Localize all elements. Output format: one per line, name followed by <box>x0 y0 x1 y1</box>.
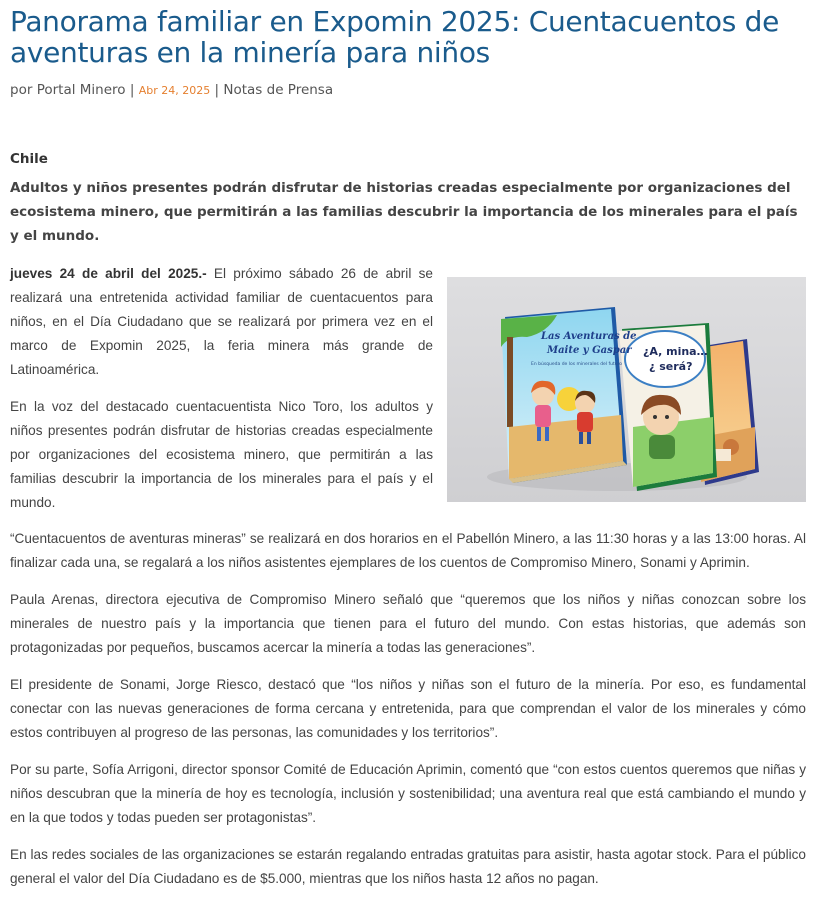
dateline: jueves 24 de abril del 2025.- <box>10 266 207 281</box>
paragraph-7: En las redes sociales de las organizaciones se estarán regalando entradas gratuitas para asistir, hasta agotar stock. Para el público general el valor del Día Ciudadano es de $5.000, mientras que los niños hasta 12 años no pagan. <box>10 847 806 886</box>
author-link[interactable]: Portal Minero <box>36 82 126 98</box>
bubble-line-1: ¿A, mina… <box>643 345 708 358</box>
book-2 <box>619 323 717 491</box>
meta-separator: | <box>129 82 135 98</box>
article-location: Chile <box>10 151 48 167</box>
books-image <box>447 277 806 502</box>
paragraph-1-text: El próximo sábado 26 de abril se realizará una entretenida actividad familiar de cuentacuentos para niños, en el Día Ciudadano que se realizará por primera vez en el marco de Expomin 2025, la feria minera más grande de Latinoamérica. <box>10 266 433 377</box>
paragraph-2: En la voz del destacado cuentacuentista Nico Toro, los adultos y niños presentes podrán disfrutar de historias creadas especialmente por organizaciones del ecosistema minero, que permitirán a las familias descubrir la importancia de los minerales para el país y el mundo. <box>10 399 433 510</box>
article-title: Panorama familiar en Expomin 2025: Cuentacuentos de aventuras en la minería para niños <box>10 5 780 69</box>
bubble-line-2: ¿ será? <box>649 360 693 373</box>
intro-block <box>10 262 806 514</box>
book-1 <box>501 307 637 483</box>
book-subtitle: En búsqueda de los minerales del futuro <box>531 362 623 367</box>
paragraph-3: “Cuentacuentos de aventuras mineras” se realizará en dos horarios en el Pabellón Minero, a las 11:30 horas y a las 13:00 horas. Al finalizar cada una, se regalará a los niños asistentes ejemplares de los cuentos de Compromiso Minero, Sonami y Aprimin. <box>10 531 806 570</box>
category-link[interactable]: Notas de Prensa <box>223 82 334 98</box>
paragraph-4: Paula Arenas, directora ejecutiva de Compromiso Minero señaló que “queremos que los niños y niñas conozcan sobre los minerales de nuestro país y la importancia que tienen para el futuro del mundo. Con estas historias, que además son protagonizadas por pequeños, buscamos acercar la minería a todas las generaciones”. <box>10 592 806 655</box>
publish-date: Abr 24, 2025 <box>138 84 211 97</box>
paragraph-6: Por su parte, Sofía Arrigoni, director sponsor Comité de Educación Aprimin, comentó que “con estos cuentos queremos que niñas y niños descubran que la minería de hoy es tecnología, inclusión y sostenibilidad; una aventura real que está cambiando el mundo y en la que todos y todas pueden ser protagonistas”. <box>10 762 806 825</box>
meta-separator: | <box>214 82 220 98</box>
article-lead: Adultos y niños presentes podrán disfrutar de historias creadas especialmente por organizaciones del ecosistema minero, que permitirán a las familias descubrir la importancia de los minerales para el país y el mundo. <box>10 180 798 244</box>
paragraph-5: El presidente de Sonami, Jorge Riesco, destacó que “los niños y niñas son el futuro de la minería. Por eso, es fundamental conectar con las nuevas generaciones de forma cercana y entretenida, para que comprendan el valor de los minerales y cómo estos contribuyen al progreso de las personas, las comunidades y los territorios”. <box>10 677 806 740</box>
books-illustration <box>447 277 806 502</box>
intro-text <box>10 262 433 515</box>
paragraph-1 <box>10 262 433 382</box>
article-body <box>10 527 806 891</box>
book-title-line-2: Maite y Gaspar <box>547 345 632 356</box>
by-prefix: por <box>10 82 33 98</box>
book-title-line-1: Las Aventuras de <box>541 331 637 342</box>
article-meta <box>10 80 806 100</box>
